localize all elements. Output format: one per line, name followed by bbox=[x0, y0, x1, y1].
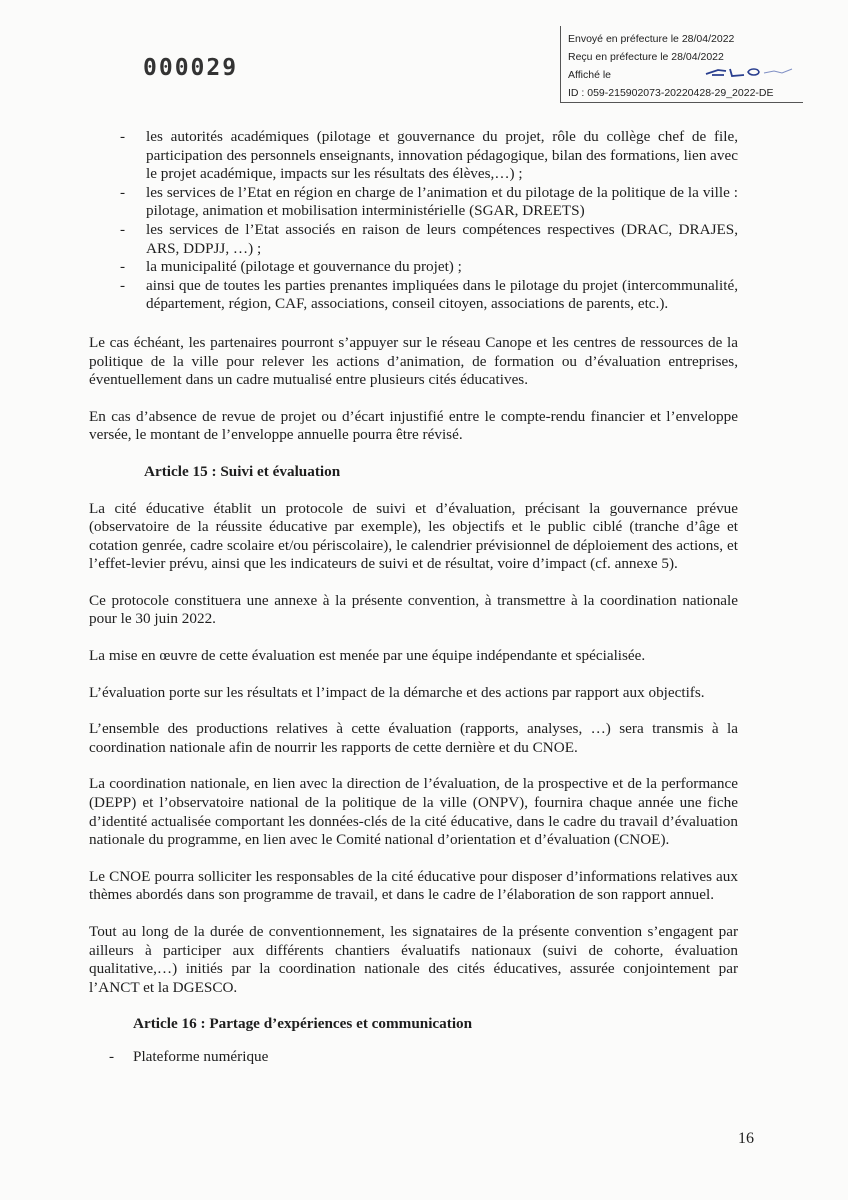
bullet-dash: - bbox=[120, 258, 126, 276]
bullet-dash: - bbox=[109, 1047, 115, 1065]
paragraph-canope: Le cas échéant, les partenaires pourront s’appuyer sur le réseau Canope et les centres de ressources de la politique de la ville pour relever les actions d’animation, de formation ou d’évaluation entreprises, éventuellement dans un cadre mutualisé entre plusieurs cités éducatives. bbox=[89, 333, 738, 389]
list-item bbox=[89, 258, 738, 277]
bullet-dash: - bbox=[120, 183, 126, 201]
paragraph-cnoe: Le CNOE pourra solliciter les responsables de la cité éducative pour disposer d’informations relatives aux thèmes abordés dans son programme de travail, et dans le cadre de l’élaboration de son rapport annuel. bbox=[89, 867, 738, 904]
bullet-dash: - bbox=[120, 220, 126, 238]
prefecture-sent-date: Envoyé en préfecture le 28/04/2022 bbox=[568, 33, 735, 45]
bullet-dash: - bbox=[120, 128, 126, 145]
list-item bbox=[89, 277, 738, 314]
document-body bbox=[89, 128, 738, 1067]
prefecture-act-id: ID : 059-215902073-20220428-29_2022-DE bbox=[568, 87, 774, 99]
partners-bullet-list bbox=[89, 128, 738, 314]
prefecture-received-date: Reçu en préfecture le 28/04/2022 bbox=[568, 51, 724, 63]
bullet-dash: - bbox=[120, 276, 126, 294]
paragraph-signatories: Tout au long de la durée de conventionnement, les signataires de la présente convention s’engagent par ailleurs à participer aux différents chantiers évaluatifs nationaux (suivi de cohorte, évaluation qualitative,…) initiés par la coordination nationale des cités éducatives, assurée conjointement par l’ANCT et la DGESCO. bbox=[89, 923, 738, 996]
paragraph-protocol: La cité éducative établit un protocole de suivi et d’évaluation, précisant la gouvernance prévue (observatoire de la réussite éducative par exemple), les objectifs et le public ciblé (tranche d’âge et cotation genrée, cadre scolaire et/ou périscolaire), le calendrier prévisionnel de déploiement des actions, et l’effet-levier prévu, ainsi que les indicateurs de suivi et de résultat, voire d’impact (cf. annexe 5). bbox=[89, 499, 738, 573]
slo-signature-logo bbox=[704, 65, 794, 79]
paragraph-independent-team: La mise en œuvre de cette évaluation est menée par une équipe indépendante et spécialisée. bbox=[89, 647, 646, 665]
article-15-heading: Article 15 : Suivi et évaluation bbox=[144, 462, 341, 480]
list-item bbox=[89, 1048, 738, 1067]
page-number: 16 bbox=[738, 1130, 754, 1147]
paragraph-annex: Ce protocole constituera une annexe à la présente convention, à transmettre à la coordination nationale pour le 30 juin 2022. bbox=[89, 591, 738, 628]
prefecture-posted-label: Affiché le bbox=[568, 69, 611, 81]
bullet-text: Plateforme numérique bbox=[133, 1047, 269, 1065]
paragraph-national-coordination: La coordination nationale, en lien avec la direction de l’évaluation, de la prospective et de la performance (DEPP) et l’observatoire national de la politique de la ville (ONPV), fournira chaque année une fiche d’identité actualisée comportant les données-clés de la cité éducative, dans le cadre du travail d’évaluation nationale du programme, en lien avec le Comité national d’orientation et d’évaluation (CNOE). bbox=[89, 775, 738, 849]
bullet-text: les autorités académiques (pilotage et gouvernance du projet, rôle du collège chef de file, participation des personnels enseignants, innovation pédagogique, bilan des formations, lien avec le projet académique, impacts sur les résultats des élèves,…) ; bbox=[146, 128, 738, 183]
bullet-text: les services de l’Etat associés en raison de leurs compétences respectives (DRAC, DRAJES, ARS, DDPJJ, …) ; bbox=[146, 220, 738, 257]
bullet-text: ainsi que de toutes les parties prenantes impliquées dans le pilotage du projet (intercommunalité, département, région, CAF, associations, conseil citoyen, associations de parents, etc.). bbox=[146, 276, 738, 313]
paragraph-evaluation-scope: L’évaluation porte sur les résultats et l’impact de la démarche et des actions par rapport aux objectifs. bbox=[89, 683, 705, 701]
paragraph-productions: L’ensemble des productions relatives à cette évaluation (rapports, analyses, …) sera transmis à la coordination nationale afin de nourrir les rapports de cette dernière et du CNOE. bbox=[89, 720, 738, 756]
list-item bbox=[89, 221, 738, 258]
bullet-text: les services de l’Etat en région en charge de l’animation et du pilotage de la politique de la ville : pilotage, animation et mobilisation interministérielle (SGAR, DREETS) bbox=[146, 183, 738, 220]
list-item bbox=[89, 128, 738, 184]
document-stamp-number: 000029 bbox=[143, 55, 239, 81]
prefecture-stamp-box bbox=[560, 26, 803, 103]
list-item bbox=[89, 184, 738, 221]
paragraph-budget-revision: En cas d’absence de revue de projet ou d’écart injustifié entre le compte-rendu financier et l’enveloppe versée, le montant de l’enveloppe annuelle pourra être révisé. bbox=[89, 407, 738, 444]
article-16-heading: Article 16 : Partage d’expériences et communication bbox=[133, 1015, 473, 1033]
bullet-text: la municipalité (pilotage et gouvernance du projet) ; bbox=[146, 258, 462, 276]
